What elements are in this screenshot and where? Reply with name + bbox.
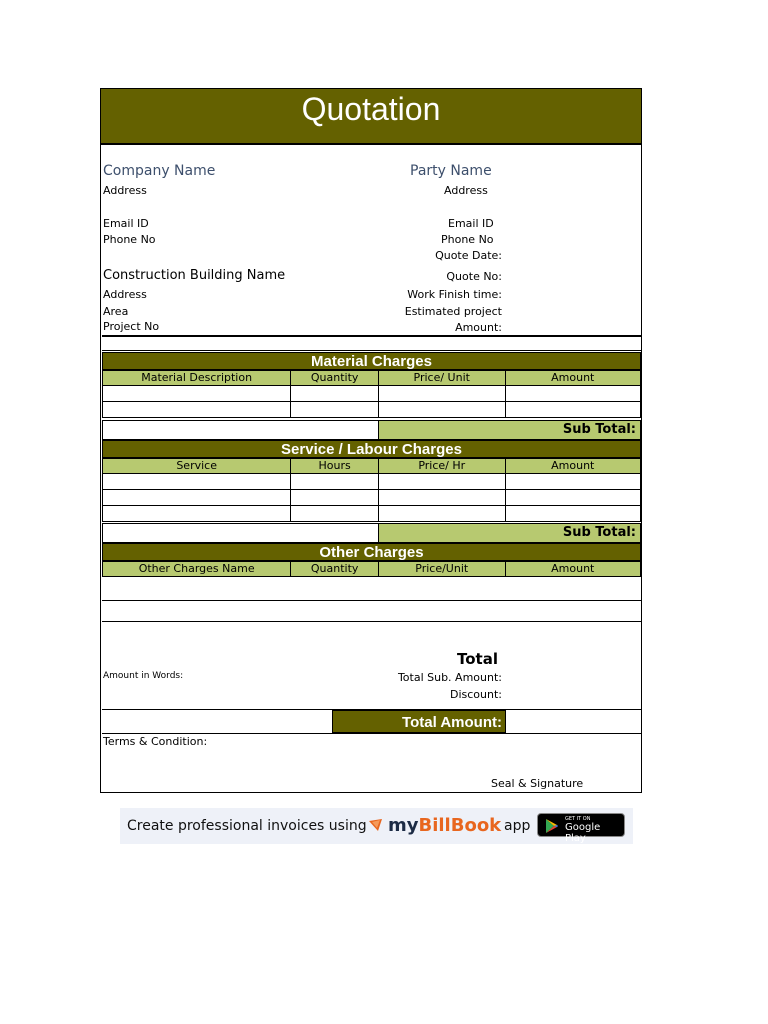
google-play-badge[interactable] <box>537 813 625 844</box>
other-col-quantity: Quantity <box>291 562 379 576</box>
totals-divider-2 <box>102 733 641 734</box>
service-col-amount: Amount <box>551 459 595 472</box>
total-heading: Total <box>457 650 498 668</box>
other-row-line <box>102 600 641 601</box>
seal-signature-label: Seal & Signature <box>491 777 584 790</box>
quote-no-label: Quote No: <box>446 270 502 283</box>
title-bar <box>101 89 641 145</box>
service-section-title: Service / Labour Charges <box>102 440 641 458</box>
total-sub-amount-label: Total Sub. Amount: <box>397 671 502 684</box>
terms-label: Terms & Condition: <box>103 735 208 748</box>
banner-app-text: app <box>504 818 531 834</box>
quote-date-label: Quote Date: <box>435 249 502 262</box>
brand-billbook: BillBook <box>418 815 502 836</box>
header-divider <box>102 335 641 337</box>
building-project-no: Project No <box>103 320 160 333</box>
material-table-header <box>102 370 641 386</box>
party-name: Party Name <box>410 163 492 179</box>
service-table-header <box>102 458 641 474</box>
building-address: Address <box>103 288 147 301</box>
building-name: Construction Building Name <box>103 268 286 283</box>
mybillbook-banner[interactable] <box>120 808 633 844</box>
service-col-service: Service <box>103 459 291 473</box>
material-subtotal-label: Sub Total: <box>378 420 641 440</box>
service-col-price: Price/ Hr <box>379 459 506 473</box>
service-subtotal-label: Sub Total: <box>378 523 641 543</box>
party-phone: Phone No <box>441 233 494 246</box>
other-row-line-2 <box>102 621 641 622</box>
header-divider-2 <box>102 350 641 351</box>
mybillbook-brand <box>388 815 501 836</box>
material-col-amount: Amount <box>551 371 595 384</box>
table-row[interactable] <box>102 402 641 418</box>
table-row[interactable] <box>102 386 641 402</box>
party-address: Address <box>444 184 488 197</box>
building-area: Area <box>103 305 129 318</box>
material-col-quantity: Quantity <box>291 371 379 385</box>
estimated-project-label: Estimated project <box>404 305 502 318</box>
table-row[interactable] <box>102 506 641 522</box>
table-row[interactable] <box>102 474 641 490</box>
badge-big-text: Google Play <box>565 822 601 844</box>
estimated-amount-label: Amount: <box>455 321 502 334</box>
service-subtotal-blank <box>102 523 379 543</box>
other-section-title: Other Charges <box>102 543 641 561</box>
badge-small-text: GET IT ON <box>565 816 591 822</box>
amount-in-words-label: Amount in Words: <box>103 671 184 681</box>
company-address: Address <box>103 184 147 197</box>
total-amount-label: Total Amount: <box>332 710 506 733</box>
document-title: Quotation <box>301 91 441 127</box>
company-name: Company Name <box>103 163 216 179</box>
material-section-title: Material Charges <box>102 352 641 370</box>
table-row[interactable] <box>102 490 641 506</box>
other-col-name: Other Charges Name <box>103 562 291 576</box>
banner-text: Create professional invoices using <box>127 818 367 834</box>
google-play-icon <box>544 818 560 834</box>
material-col-price: Price/ Unit <box>379 371 506 385</box>
work-finish-label: Work Finish time: <box>407 288 502 301</box>
material-subtotal-blank <box>102 420 379 440</box>
company-email: Email ID <box>103 217 149 230</box>
discount-label: Discount: <box>450 688 502 701</box>
other-col-price: Price/Unit <box>379 562 506 576</box>
service-col-hours: Hours <box>291 459 379 473</box>
mybillbook-logo-icon <box>368 817 384 833</box>
company-phone: Phone No <box>103 233 156 246</box>
quotation-document <box>100 88 642 793</box>
other-col-amount: Amount <box>551 562 595 575</box>
brand-my: my <box>388 815 419 836</box>
party-email: Email ID <box>448 217 494 230</box>
other-table-header <box>102 561 641 577</box>
material-col-description: Material Description <box>103 371 291 385</box>
